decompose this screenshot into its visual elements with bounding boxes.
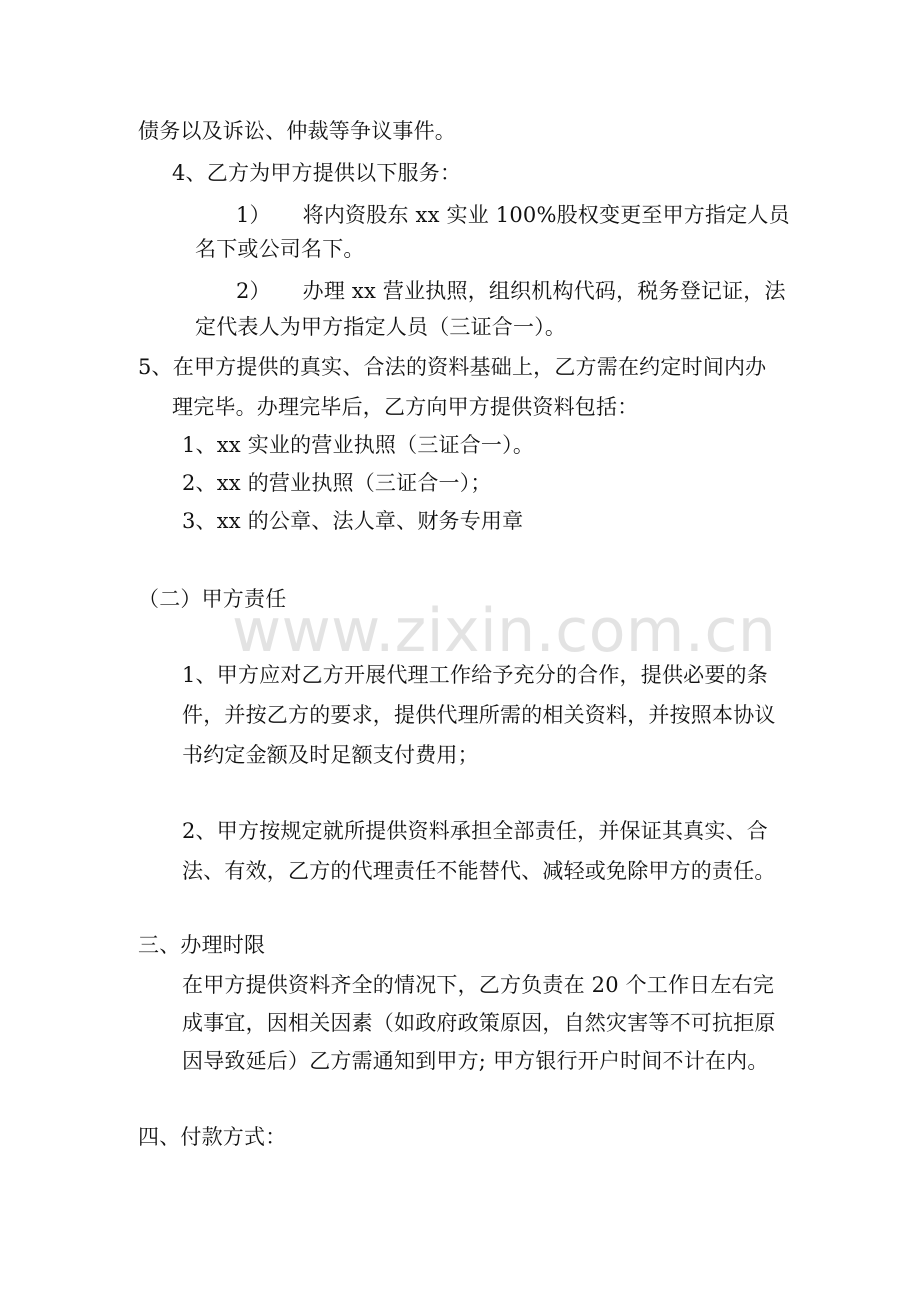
text-line: 因导致延后）乙方需通知到甲方; 甲方银行开户时间不计在内。 <box>182 1049 769 1073</box>
text-line: 法、有效，乙方的代理责任不能替代、减轻或免除甲方的责任。 <box>182 859 776 883</box>
list-item: 2） 办理 xx 营业执照，组织机构代码，税务登记证，法 <box>236 279 786 303</box>
text-line: 名下或公司名下。 <box>195 237 365 261</box>
list-item: 2、xx 的营业执照（三证合一）； <box>182 471 492 495</box>
list-item: 3、xx 的公章、法人章、财务专用章 <box>182 509 524 533</box>
text-line: 5、在甲方提供的真实、合法的资料基础上，乙方需在约定时间内办 <box>138 355 767 379</box>
text-line: 2、甲方按规定就所提供资料承担全部责任，并保证其真实、合 <box>182 819 768 843</box>
list-item: 1、xx 实业的营业执照（三证合一）。 <box>182 433 535 457</box>
text-line: 定代表人为甲方指定人员（三证合一）。 <box>195 315 567 339</box>
text-line: 在甲方提供资料齐全的情况下，乙方负责在 20 个工作日左右完 <box>182 973 775 997</box>
text-line: 4、乙方为甲方提供以下服务： <box>172 161 462 185</box>
text-line: 成事宜，因相关因素（如政府政策原因，自然灾害等不可抗拒原 <box>182 1011 776 1035</box>
text-line: 书约定金额及时足额支付费用； <box>182 743 479 767</box>
text-line: 债务以及诉讼、仲裁等争议事件。 <box>138 119 456 143</box>
text-line: 件，并按乙方的要求，提供代理所需的相关资料，并按照本协议 <box>182 703 776 727</box>
text-line: 理完毕。办理完毕后，乙方向甲方提供资料包括： <box>172 395 639 419</box>
list-item: 1） 将内资股东 xx 实业 100%股权变更至甲方指定人员 <box>236 203 790 227</box>
section-heading: （二）甲方责任 <box>138 587 287 611</box>
section-heading: 三、办理时限 <box>138 933 266 957</box>
text-line: 1、甲方应对乙方开展代理工作给予充分的合作，提供必要的条 <box>182 663 768 687</box>
section-heading: 四、付款方式： <box>138 1125 287 1149</box>
watermark-text: www.zixin.com.cn <box>232 596 777 666</box>
